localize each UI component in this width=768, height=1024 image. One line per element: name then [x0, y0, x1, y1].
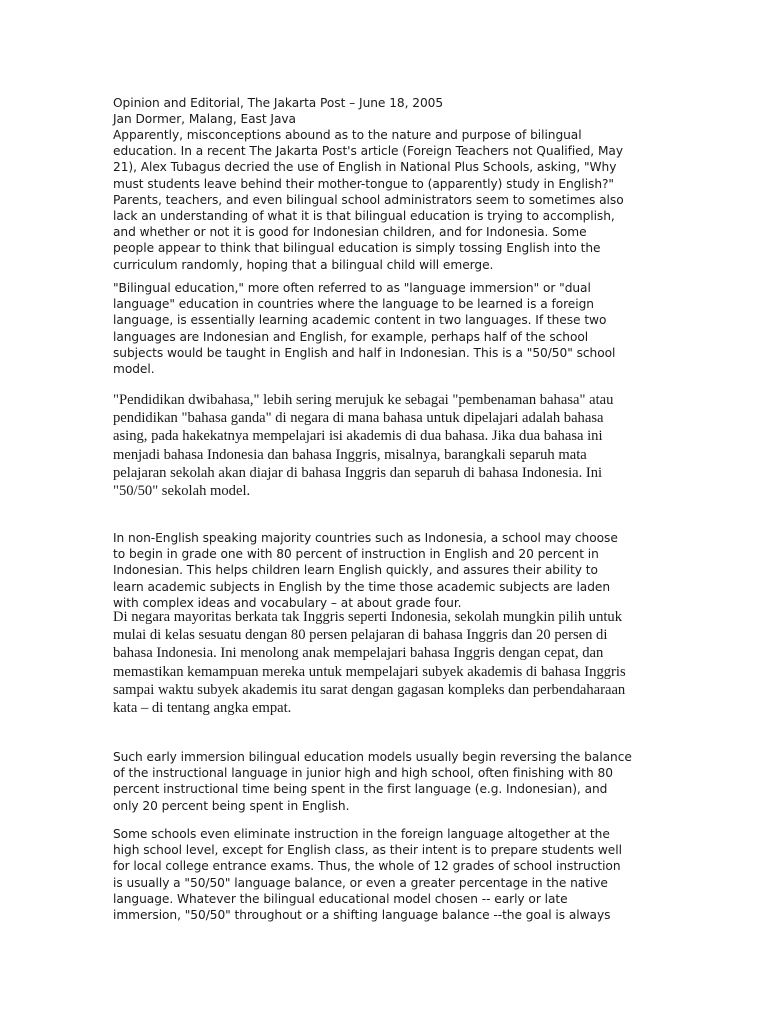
text-line: with complex ideas and vocabulary – at about grade four. — [113, 595, 462, 610]
text-line: model. — [113, 362, 155, 377]
text-line: immersion, "50/50" throughout or a shifting language balance --the goal is always — [113, 908, 611, 923]
text-line: must students leave behind their mother-tongue to (apparently) study in English?" — [113, 176, 614, 191]
text-line: Apparently, misconceptions abound as to the nature and purpose of bilingual — [113, 128, 582, 142]
text-line: to begin in grade one with 80 percent of instruction in English and 20 percent in — [113, 547, 599, 562]
text-line: curriculum randomly, hoping that a bilingual child will emerge. — [113, 257, 494, 272]
paragraph-1-english — [113, 127, 643, 273]
article-title-line: Opinion and Editorial, The Jakarta Post – June 18, 2005 — [113, 96, 444, 110]
text-line: language" education in countries where the language to be learned is a foreign — [113, 297, 594, 312]
text-line: lack an understanding of what it is that bilingual education is trying to accomplish, — [113, 209, 615, 224]
text-line: subjects would be taught in English and half in Indonesian. This is a "50/50" school — [113, 345, 616, 360]
text-line: "50/50" sekolah model. — [113, 483, 251, 500]
text-line: and whether or not it is good for Indonesian children, and for Indonesia. Some — [113, 225, 587, 240]
article-header — [113, 95, 643, 127]
text-line: In non-English speaking majority countries such as Indonesia, a school may choose — [113, 531, 618, 545]
text-line: pendidikan "bahasa ganda" di negara di mana bahasa untuk dipelajari adalah bahasa — [113, 410, 604, 427]
text-line: 21), Alex Tubagus decried the use of English in National Plus Schools, asking, "Why — [113, 160, 617, 175]
text-line: for local college entrance exams. Thus, the whole of 12 grades of school instruction — [113, 859, 621, 874]
text-line: bahasa Indonesia. Ini menolong anak mempelajari bahasa Inggris dengan cepat, dan — [113, 645, 604, 662]
text-line: mulai di kelas sesuatu dengan 80 persen pelajaran di bahasa Inggris dan 20 persen di — [113, 627, 608, 644]
paragraph-4-english — [113, 749, 643, 814]
article-author-line: Jan Dormer, Malang, East Java — [113, 112, 296, 127]
text-line: asing, pada hakekatnya mempelajari isi akademis di dua bahasa. Jika dua bahasa ini — [113, 428, 603, 445]
text-line: kata – di tentang angka empat. — [113, 700, 292, 717]
text-line: high school level, except for English class, as their intent is to prepare students well — [113, 843, 622, 858]
text-line: "Pendidikan dwibahasa," lebih sering merujuk ke sebagai "pembenaman bahasa" atau — [113, 392, 614, 408]
paragraph-3-english — [113, 530, 643, 611]
text-line: only 20 percent being spent in English. — [113, 798, 350, 813]
paragraph-5-english — [113, 826, 643, 923]
text-line: language. Whatever the bilingual educational model chosen -- early or late — [113, 891, 568, 906]
text-line: memastikan kemampuan mereka untuk mempelajari subyek akademis di bahasa Inggris — [113, 663, 626, 680]
text-line: Such early immersion bilingual education models usually begin reversing the balance — [113, 750, 632, 764]
text-line: Some schools even eliminate instruction in the foreign language altogether at the — [113, 827, 610, 841]
text-line: sampai waktu subyek akademis itu sarat dengan gagasan kompleks dan perbendaharaan — [113, 681, 626, 698]
text-line: "Bilingual education," more often referred to as "language immersion" or "dual — [113, 281, 591, 295]
text-line: learn academic subjects in English by the time those academic subjects are laden — [113, 579, 611, 594]
text-line: people appear to think that bilingual education is simply tossing English into the — [113, 241, 601, 256]
text-line: education. In a recent The Jakarta Post's article (Foreign Teachers not Qualified, May — [113, 144, 623, 159]
text-line: menjadi bahasa Indonesia dan bahasa Inggris, misalnya, barangkali separuh mata — [113, 446, 587, 463]
text-line: Indonesian. This helps children learn English quickly, and assures their ability to — [113, 563, 598, 578]
text-line: languages are Indonesian and English, for example, perhaps half of the school — [113, 329, 589, 344]
text-line: of the instructional language in junior high and high school, often finishing with 80 — [113, 766, 613, 781]
paragraph-2-indonesian — [113, 391, 643, 500]
text-line: pelajaran sekolah akan diajar di bahasa Inggris dan separuh di bahasa Indonesia. Ini — [113, 464, 603, 481]
paragraph-2-english — [113, 280, 643, 377]
text-line: language, is essentially learning academic content in two languages. If these two — [113, 313, 607, 328]
paragraph-3-indonesian — [113, 608, 643, 717]
text-line: Di negara mayoritas berkata tak Inggris seperti Indonesia, sekolah mungkin pilih untuk — [113, 609, 623, 625]
text-line: Parents, teachers, and even bilingual school administrators seem to sometimes also — [113, 192, 624, 207]
text-line: is usually a "50/50" language balance, or even a greater percentage in the native — [113, 875, 608, 890]
text-line: percent instructional time being spent in the first language (e.g. Indonesian), and — [113, 782, 608, 797]
